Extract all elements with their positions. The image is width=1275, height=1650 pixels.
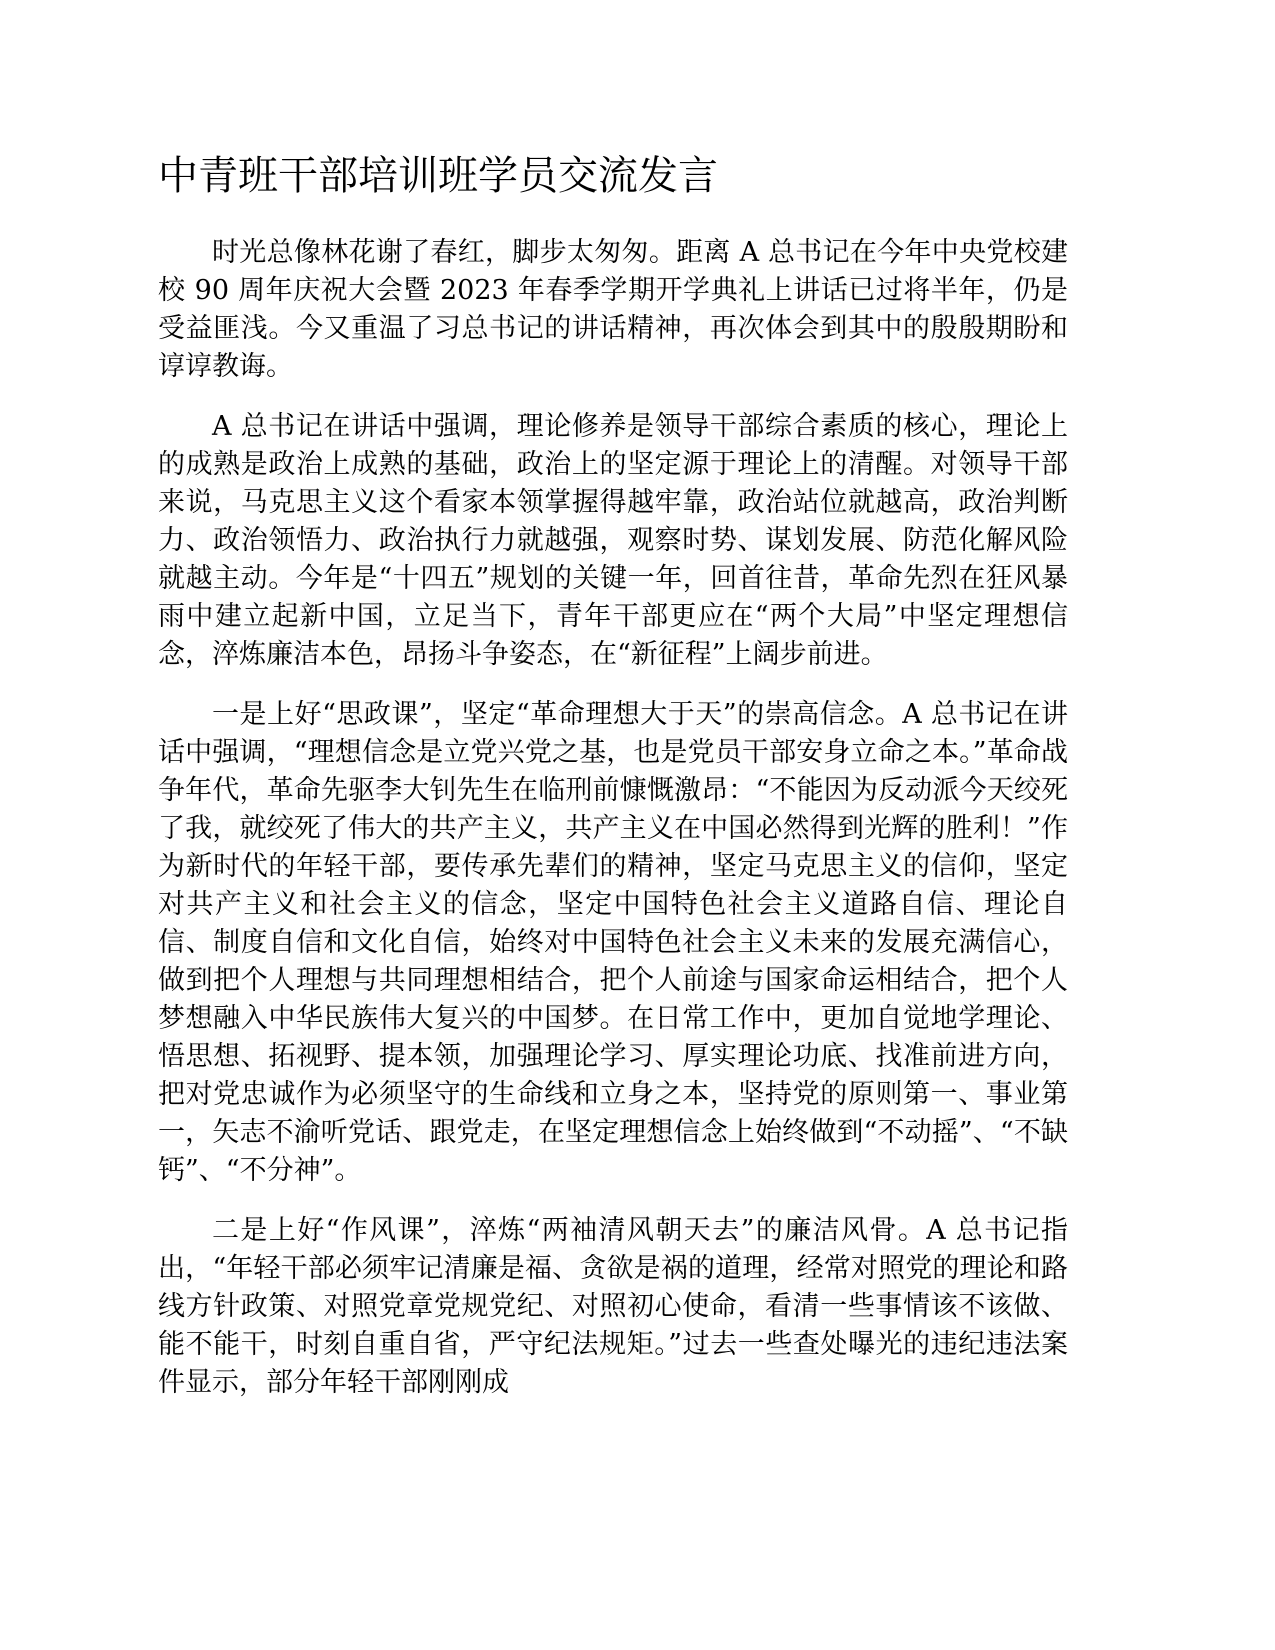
paragraph-point-two: 二是上好“作风课”，淬炼“两袖清风朝天去”的廉洁风骨。A 总书记指出，“年轻干部必须牢记清廉是福、贪欲是祸的道理，经常对照党的理论和路线方针政策、对照党章党规党纪、对照初心使命，看清一些事情该不该做、能不能干，时刻自重自省，严守纪法规矩。”过去一些查处曝光的违纪违法案件显示，部分年轻干部刚刚成: [158, 1215, 1068, 1398]
paragraph-theory: A 总书记在讲话中强调，理论修养是领导干部综合素质的核心，理论上的成熟是政治上成熟的基础，政治上的坚定源于理论上的清醒。对领导干部来说，马克思主义这个看家本领掌握得越牢靠，政治站位就越高，政治判断力、政治领悟力、政治执行力就越强，观察时势、谋划发展、防范化解风险就越主动。今年是“十四五”规划的关键一年，回首往昔，革命先烈在狂风暴雨中建立起新中国，立足当下，青年干部更应在“两个大局”中坚定理想信念，淬炼廉洁本色，昂扬斗争姿态，在“新征程”上阔步前进。: [158, 411, 1068, 670]
paragraph-point-one: 一是上好“思政课”，坚定“革命理想大于天”的崇高信念。A 总书记在讲话中强调，“理想信念是立党兴党之基，也是党员干部安身立命之本。”革命战争年代，革命先驱李大钊先生在临刑前慷慨激昂：“不能因为反动派今天绞死了我，就绞死了伟大的共产主义，共产主义在中国必然得到光辉的胜利！”作为新时代的年轻干部，要传承先辈们的精神，坚定马克思主义的信仰，坚定对共产主义和社会主义的信念，坚定中国特色社会主义道路自信、理论自信、制度自信和文化自信，始终对中国特色社会主义未来的发展充满信心，做到把个人理想与共同理想相结合，把个人前途与国家命运相结合，把个人梦想融入中华民族伟大复兴的中国梦。在日常工作中，更加自觉地学理论、悟思想、拓视野、提本领，加强理论学习、厚实理论功底、找准前进方向，把对党忠诚作为必须坚守的生命线和立身之本，坚持党的原则第一、事业第一，矢志不渝听党话、跟党走，在坚定理想信念上始终做到“不动摇”、“不缺钙”、“不分神”。: [158, 699, 1068, 1186]
document-page: [158, 150, 1068, 1424]
paragraph-intro: 时光总像林花谢了春红，脚步太匆匆。距离 A 总书记在今年中央党校建校 90 周年庆祝大会暨 2023 年春季学期开学典礼上讲话已过将半年，仍是受益匪浅。今又重温了习总书记的讲话精神，再次体会到其中的殷殷期盼和谆谆教诲。: [158, 237, 1068, 382]
document-title: 中青班干部培训班学员交流发言: [158, 153, 718, 199]
